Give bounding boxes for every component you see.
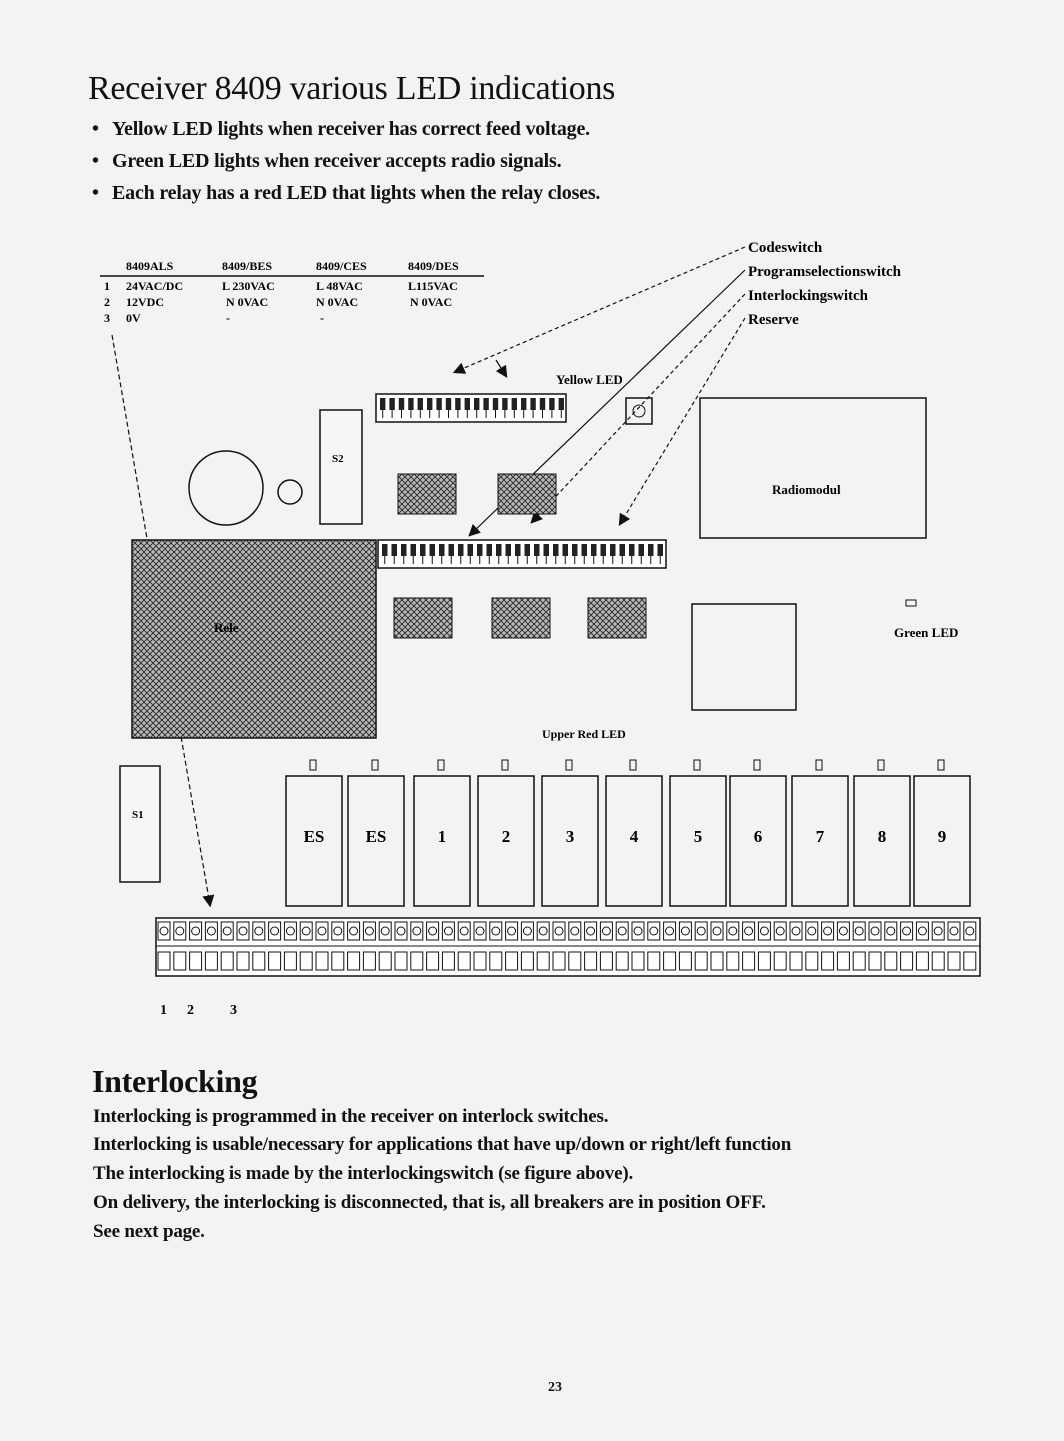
dip-lever — [483, 398, 488, 410]
interlocking-line: The interlocking is made by the interlockingswitch (se figure above). — [93, 1163, 633, 1184]
dip-lever — [512, 398, 517, 410]
supply-header: 8409/DES — [408, 259, 459, 273]
dip-lever — [629, 544, 635, 556]
supply-cell: 1 — [104, 279, 110, 293]
dip-lever — [427, 398, 432, 410]
dip-lever — [549, 398, 554, 410]
supply-cell: L115VAC — [408, 279, 458, 293]
dip-lever — [648, 544, 654, 556]
red-led — [310, 760, 316, 770]
dip-lever — [620, 544, 626, 556]
bullet-green-led: • Green LED lights when receiver accepts radio signals. — [92, 150, 562, 172]
chip — [394, 598, 452, 638]
dip-lever — [458, 544, 464, 556]
yellow-led-box — [626, 398, 652, 424]
red-led — [630, 760, 636, 770]
relay-label: 8 — [877, 827, 887, 846]
dip-lever — [563, 544, 569, 556]
page-title: Receiver 8409 various LED indications — [88, 70, 616, 107]
dip-lever — [449, 544, 455, 556]
dip-lever — [601, 544, 607, 556]
dip-lever — [392, 544, 398, 556]
dip-lever — [465, 398, 470, 410]
supply-cell: 24VAC/DC — [126, 279, 184, 293]
codeswitch-label: Codeswitch — [748, 240, 823, 256]
dip-lever — [544, 544, 550, 556]
dip-lever — [420, 544, 426, 556]
red-led — [694, 760, 700, 770]
page-number: 23 — [548, 1380, 562, 1395]
relay-label: 3 — [565, 827, 575, 846]
interlocking-line: Interlocking is usable/necessary for applications that have up/down or right/left function — [93, 1134, 792, 1155]
supply-cell: 0V — [126, 311, 141, 325]
interlocking-line: See next page. — [93, 1221, 205, 1242]
switch-labels — [748, 240, 902, 328]
dip-lever — [382, 544, 388, 556]
interlocking-line: Interlocking is programmed in the receiver on interlock switches. — [93, 1106, 609, 1127]
dip-lever — [582, 544, 588, 556]
red-led — [938, 760, 944, 770]
chip — [588, 598, 646, 638]
green-led-label: Green LED — [894, 625, 959, 640]
dip-lever — [521, 398, 526, 410]
codeswitch-dip — [376, 394, 566, 422]
supply-cell: 3 — [104, 311, 110, 325]
dip-lever — [446, 398, 451, 410]
dip-lever — [496, 544, 502, 556]
reserve-label: Reserve — [748, 312, 799, 328]
supply-cell: - — [320, 311, 324, 325]
supply-cell: N 0VAC — [410, 295, 453, 309]
dip-lever — [525, 544, 531, 556]
dip-lever — [534, 544, 540, 556]
relay-row — [286, 760, 970, 906]
green-led — [906, 600, 916, 606]
yellow-led-label: Yellow LED — [556, 372, 623, 387]
dip-lever — [418, 398, 423, 410]
supply-cell: - — [226, 311, 230, 325]
dip-lever — [411, 544, 417, 556]
terminal-number: 1 — [160, 1003, 167, 1018]
supply-header: 8409/CES — [316, 259, 367, 273]
red-led — [878, 760, 884, 770]
interlocking-line: On delivery, the interlocking is disconnected, that is, all breakers are in position OFF. — [93, 1192, 766, 1213]
bullet-red-led: • Each relay has a red LED that lights when the relay closes. — [92, 182, 601, 204]
bullet-text: Yellow LED lights when receiver has correct feed voltage. — [112, 118, 590, 140]
dip-lever — [487, 544, 493, 556]
module-box — [692, 604, 796, 710]
relay-block — [132, 540, 376, 738]
dip-lever — [389, 398, 394, 410]
dip-lever — [553, 544, 559, 556]
dip-lever — [401, 544, 407, 556]
terminal-number: 3 — [230, 1003, 237, 1018]
relay-label: 7 — [815, 827, 825, 846]
red-led — [816, 760, 822, 770]
red-led — [754, 760, 760, 770]
relay-label: ES — [303, 827, 325, 846]
relay-label: 4 — [629, 827, 639, 846]
small-circle — [278, 480, 302, 504]
s1-label: S1 — [132, 809, 144, 821]
dip-lever — [515, 544, 521, 556]
dip-lever — [591, 544, 597, 556]
terminal-strip — [156, 918, 980, 976]
relay-label: 6 — [753, 827, 763, 846]
interlocking-label: Interlockingswitch — [748, 288, 868, 304]
s2-label: S2 — [332, 453, 344, 465]
supply-cell: L 48VAC — [316, 279, 363, 293]
s1-switch — [120, 766, 160, 882]
dip-lever — [506, 544, 512, 556]
dip-lever — [408, 398, 413, 410]
programselection-label: Programselectionswitch — [748, 264, 902, 280]
supply-header: 8409/BES — [222, 259, 273, 273]
bullet-text: Green LED lights when receiver accepts radio signals. — [112, 150, 562, 172]
dip-lever — [399, 398, 404, 410]
interlocking-heading: Interlocking — [92, 1063, 258, 1099]
relay-label: 5 — [693, 827, 703, 846]
dip-lever — [502, 398, 507, 410]
relay-label: 9 — [937, 827, 947, 846]
dip-lever — [493, 398, 498, 410]
dip-lever — [530, 398, 535, 410]
supply-table — [100, 259, 484, 325]
supply-cell: 12VDC — [126, 295, 164, 309]
red-led — [438, 760, 444, 770]
red-led — [502, 760, 508, 770]
supply-cell: 2 — [104, 295, 110, 309]
chip — [498, 474, 556, 514]
terminal-number: 2 — [187, 1003, 194, 1018]
red-led — [372, 760, 378, 770]
chip — [398, 474, 456, 514]
dip-lever — [658, 544, 664, 556]
radiomodule-box — [700, 398, 926, 538]
dip-lever — [639, 544, 645, 556]
relay-label: 1 — [437, 827, 447, 846]
dip-lever — [559, 398, 564, 410]
dip-lever — [439, 544, 445, 556]
radiomodule-label: Radiomodul — [772, 482, 841, 497]
bullet-text: Each relay has a red LED that lights when the relay closes. — [112, 182, 601, 204]
red-led-label: Upper Red LED — [542, 727, 626, 741]
dip-lever — [436, 398, 441, 410]
dip-lever — [380, 398, 385, 410]
chip — [492, 598, 550, 638]
dip-lever — [455, 398, 460, 410]
dip-lever — [474, 398, 479, 410]
supply-cell: L 230VAC — [222, 279, 275, 293]
dip-lever — [477, 544, 483, 556]
dip-lever — [430, 544, 436, 556]
relay-block-label: Rele — [214, 620, 239, 635]
supply-cell: N 0VAC — [316, 295, 359, 309]
supply-cell: N 0VAC — [226, 295, 269, 309]
dip-lever — [468, 544, 474, 556]
dip-lever — [540, 398, 545, 410]
relay-label: ES — [365, 827, 387, 846]
dip-lever — [572, 544, 578, 556]
bullet-yellow-led: • Yellow LED lights when receiver has correct feed voltage. — [92, 118, 590, 140]
dip-lever — [610, 544, 616, 556]
capacitor-circle — [189, 451, 263, 525]
s2-switch — [320, 410, 362, 524]
relay-label: 2 — [501, 827, 511, 846]
red-led — [566, 760, 572, 770]
supply-header: 8409ALS — [126, 259, 174, 273]
